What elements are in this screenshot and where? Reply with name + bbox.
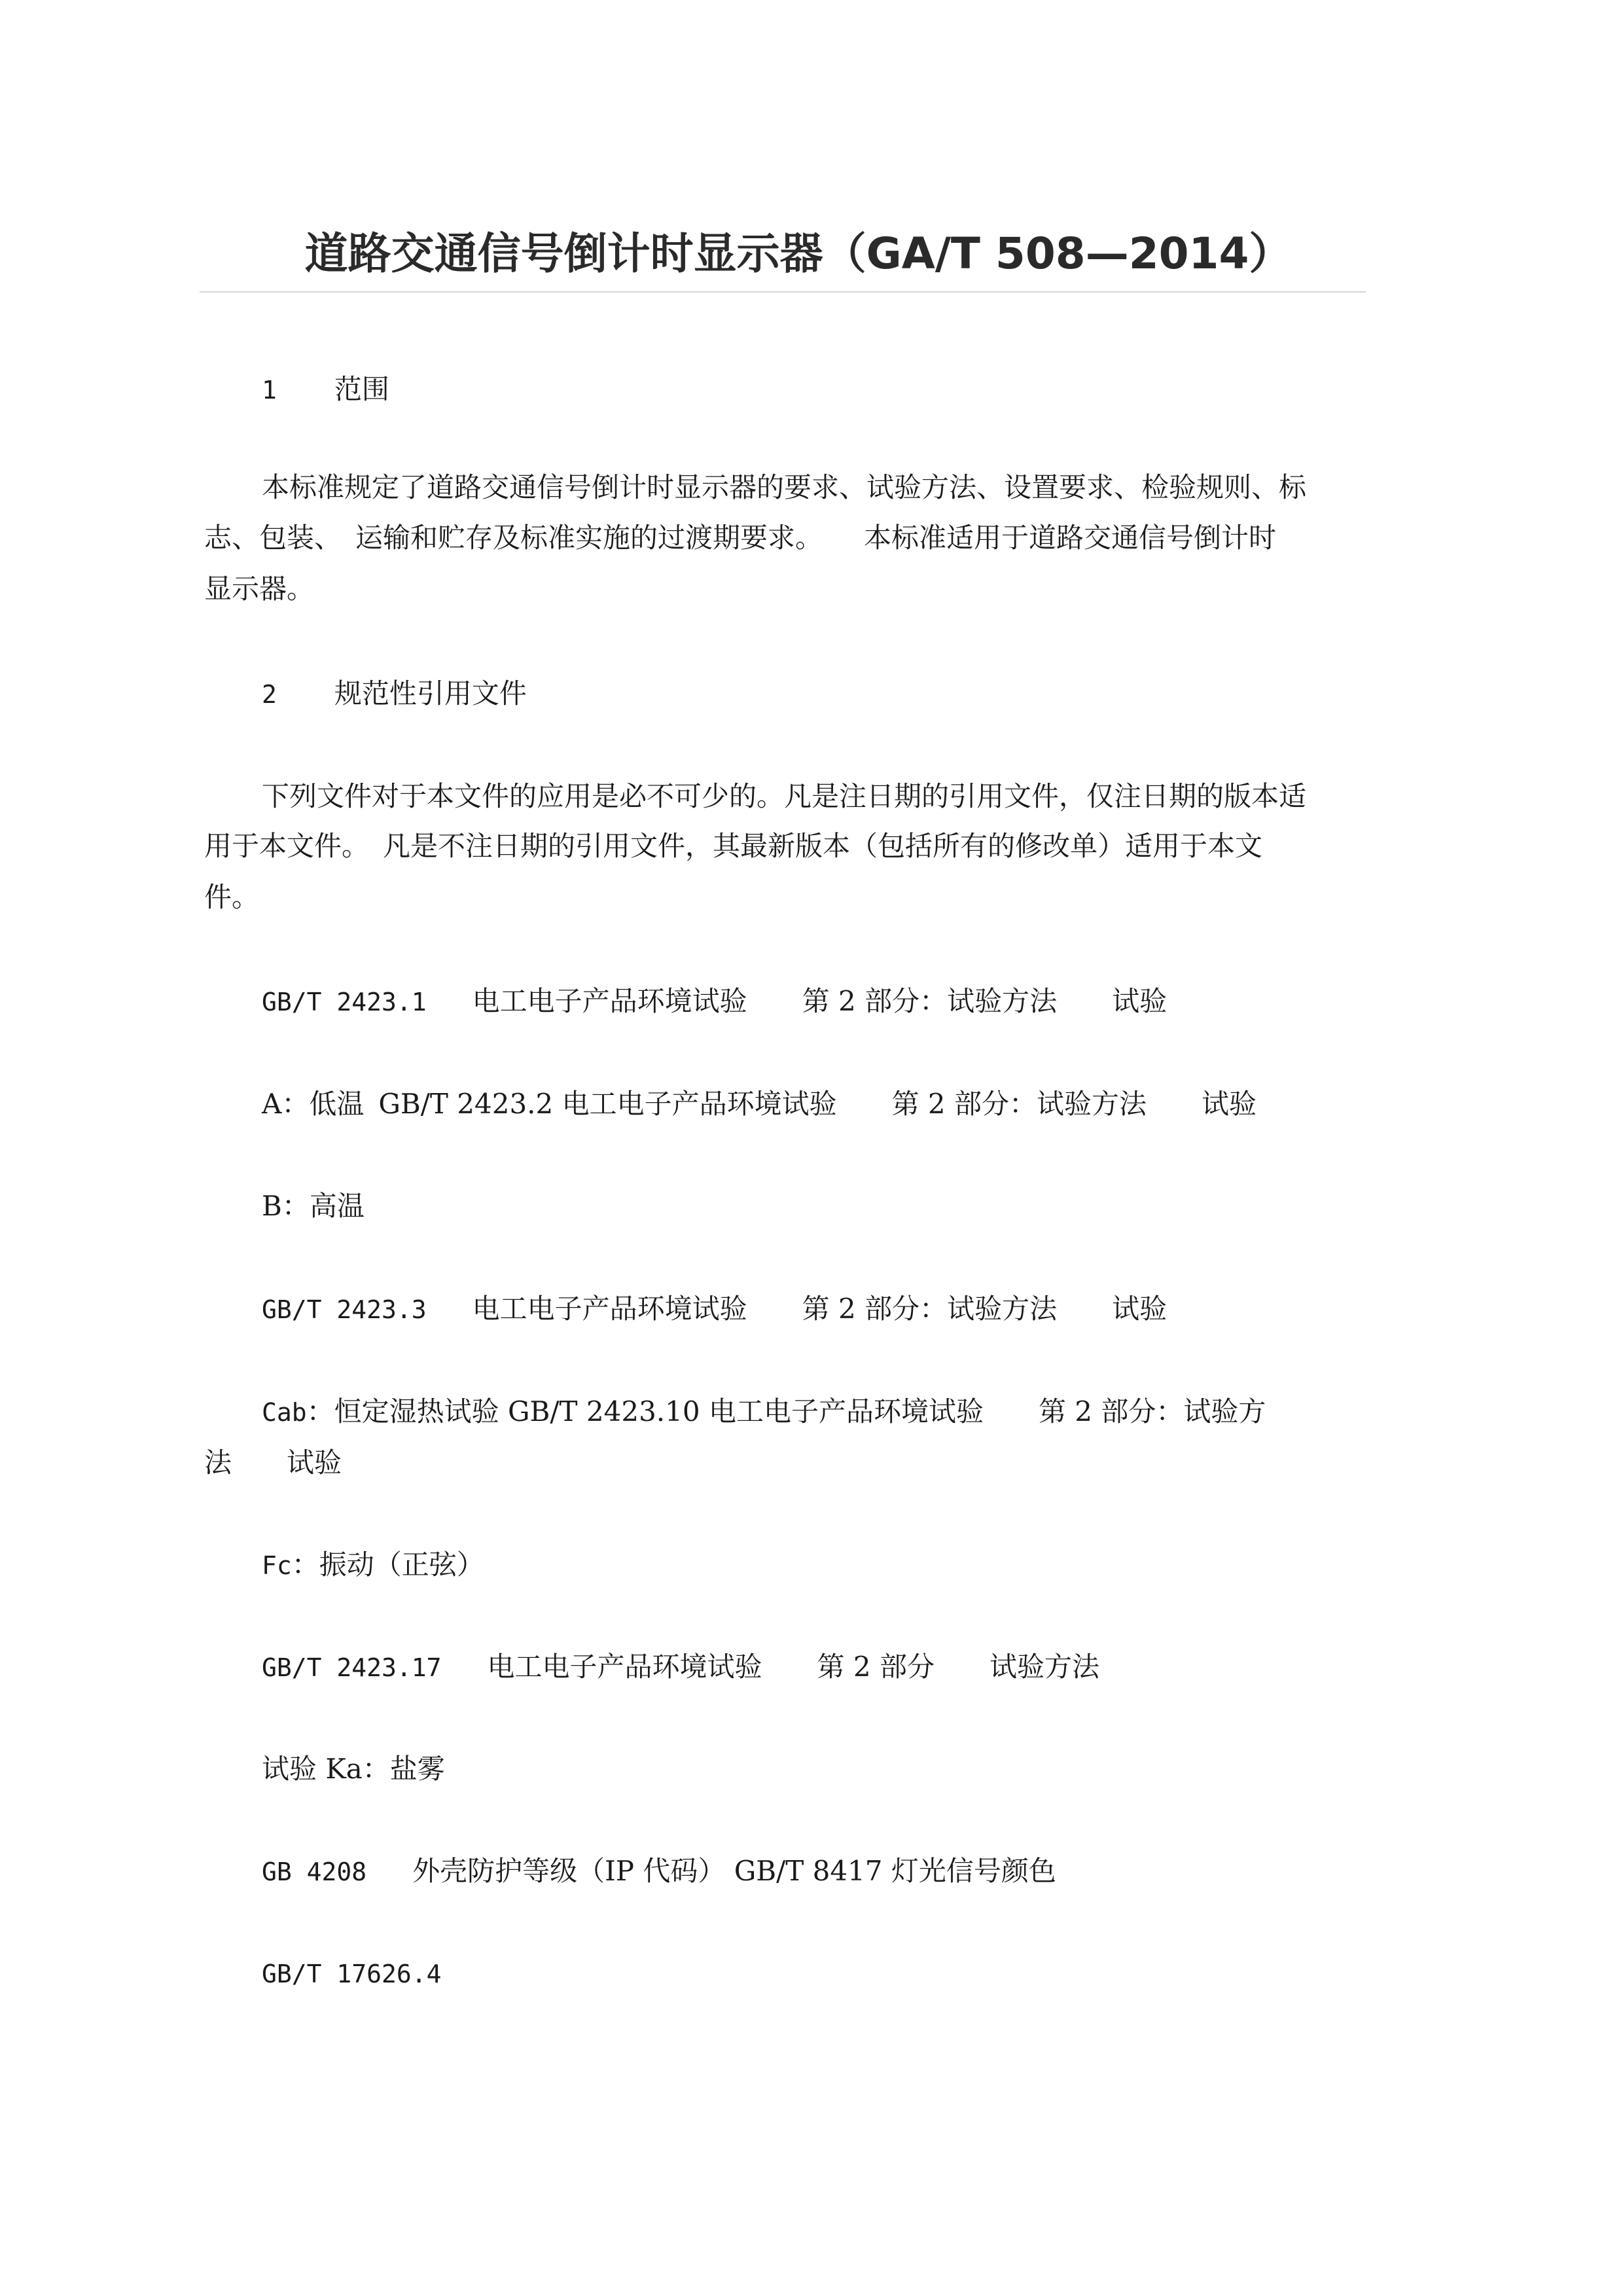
test-name: ：振动（正弦） [291, 1549, 484, 1581]
standard-title: 电工电子产品环境试验 第 2 部分 试验方法 [487, 1651, 1099, 1683]
section-title: 范围 [334, 373, 389, 405]
reference-line [262, 1293, 1167, 1326]
section-number: 1 [262, 376, 277, 404]
test-code: Fc [262, 1551, 292, 1580]
document-title: 道路交通信号倒计时显示器（GA/T 508—2014） [304, 228, 1293, 279]
standard-title: 外壳防护等级（IP 代码） GB/T 8417 灯光信号颜色 [412, 1855, 1056, 1887]
paragraph-line: 显示器。 [204, 573, 315, 605]
paragraph-line: 用于本文件。 凡是不注日期的引用文件，其最新版本（包括所有的修改单）适用于本文 [204, 830, 1263, 862]
section-2-heading [262, 677, 527, 711]
title-divider [200, 291, 1366, 293]
reference-line: 试验 Ka：盐雾 [262, 1753, 445, 1785]
section-number: 2 [262, 680, 277, 709]
standard-code: GB/T 2423.1 [262, 988, 427, 1016]
reference-line [262, 1549, 484, 1582]
paragraph-line: 志、包装、 运输和贮存及标准实施的过渡期要求。 本标准适用于道路交通信号倒计时 [204, 522, 1277, 554]
test-code: Cab [262, 1398, 307, 1427]
paragraph-line: 件。 [204, 881, 260, 913]
standard-title: GB/T 2423.2 电工电子产品环境试验 第 2 部分：试验方法 试验 [378, 1088, 1257, 1120]
reference-line [262, 1855, 1056, 1888]
reference-line [262, 985, 1167, 1018]
standard-title: 电工电子产品环境试验 第 2 部分：试验方法 试验 [472, 985, 1168, 1017]
reference-line-continued: 法 试验 [204, 1446, 342, 1479]
reference-line [262, 1957, 442, 1990]
standard-title: 电工电子产品环境试验 第 2 部分：试验方法 试验 [472, 1293, 1168, 1325]
reference-line: B：高温 [262, 1190, 365, 1222]
paragraph-line: 本标准规定了道路交通信号倒计时显示器的要求、试验方法、设置要求、检验规则、标 [262, 471, 1307, 503]
reference-line [262, 1395, 1266, 1429]
section-title: 规范性引用文件 [334, 677, 527, 709]
standard-code: GB 4208 [262, 1857, 367, 1886]
standard-code: GB/T 17626.4 [262, 1960, 442, 1988]
standard-code: GB/T 2423.17 [262, 1653, 442, 1682]
reference-line [262, 1651, 1099, 1684]
reference-line [262, 1088, 1257, 1121]
paragraph-line: 下列文件对于本文件的应用是必不可少的。凡是注日期的引用文件，仅注日期的版本适 [262, 780, 1307, 812]
standard-code: GB/T 2423.3 [262, 1295, 427, 1324]
standard-title: ：恒定湿热试验 GB/T 2423.10 电工电子产品环境试验 第 2 部分：试验方 [306, 1395, 1266, 1427]
test-name: A：低温 [262, 1088, 365, 1120]
section-1-heading [262, 373, 389, 406]
